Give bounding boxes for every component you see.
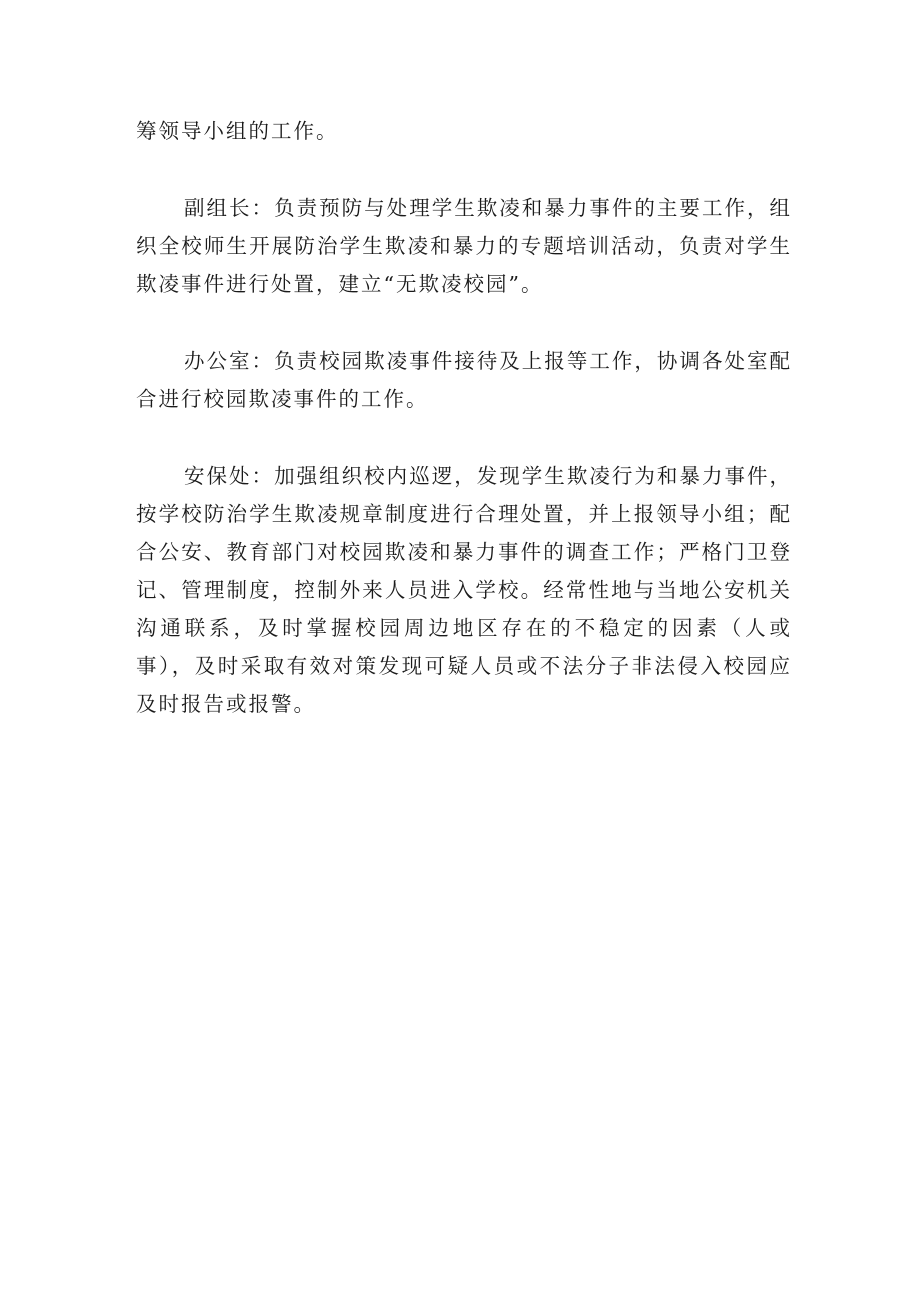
paragraph-text: 筹领导小组的工作。: [136, 119, 339, 143]
paragraph-text: 加强组织校内巡逻，发现学生欺凌行为和暴力事件，按学校防治学生欺凌规章制度进行合理处置，并上报领导小组；配合公安、教育部门对校园欺凌和暴力事件的调查工作；严格门卫登记、管理制度，控制外来人员进入学校。经常性地与当地公安机关沟通联系，及时掌握校园周边地区存在的不稳定的因素（人或事），及时采取有效对策发现可疑人员或不法分子非法侵入校园应及时报告或报警。: [136, 464, 792, 716]
paragraph-continuation: [136, 112, 792, 150]
paragraph-label: 安保处：: [184, 464, 275, 488]
paragraph-text: 负责校园欺凌事件接待及上报等工作，协调各处室配合进行校园欺凌事件的工作。: [136, 349, 792, 411]
paragraph-label: 副组长：: [184, 196, 275, 220]
paragraph-office: [136, 342, 792, 418]
paragraph-deputy-leader: [136, 189, 792, 303]
paragraph-security-office: [136, 457, 792, 723]
paragraph-label: 办公室：: [184, 349, 275, 373]
document-body: [136, 112, 792, 762]
paragraph-text: 负责预防与处理学生欺凌和暴力事件的主要工作，组织全校师生开展防治学生欺凌和暴力的专题培训活动，负责对学生欺凌事件进行处置，建立“无欺凌校园”。: [136, 196, 792, 296]
